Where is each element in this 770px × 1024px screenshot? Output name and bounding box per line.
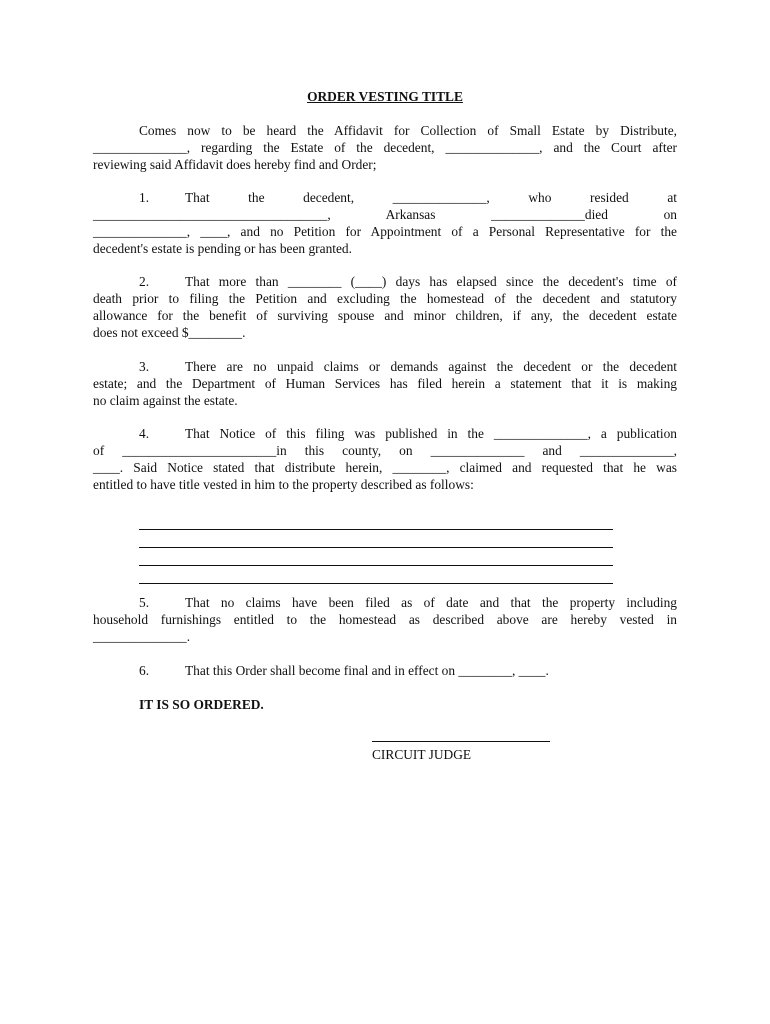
paragraph-number: 1. bbox=[139, 190, 150, 205]
paragraph-number: 6. bbox=[139, 663, 150, 678]
property-line bbox=[139, 530, 613, 548]
signature-line bbox=[372, 741, 550, 742]
paragraph-2-line-4: does not exceed $________. bbox=[93, 325, 246, 340]
paragraph-2-line-2: death prior to filing the Petition and excluding the homestead of the decedent and statutory bbox=[93, 291, 677, 306]
paragraph-2-line-3: allowance for the benefit of surviving spouse and minor children, if any, the decedent estate bbox=[93, 308, 677, 323]
paragraph-number: 3. bbox=[139, 359, 150, 374]
paragraph-4-line-2: of _______________________in this county, on ______________ and ______________, bbox=[93, 443, 677, 458]
property-line bbox=[139, 512, 613, 530]
paragraph-3-line-3: no claim against the estate. bbox=[93, 393, 238, 408]
paragraph-6 bbox=[93, 662, 677, 679]
paragraph-4 bbox=[93, 425, 677, 493]
intro-line-2: ______________, regarding the Estate of the decedent, ______________, and the Court after bbox=[93, 140, 677, 155]
paragraph-1 bbox=[93, 189, 677, 257]
so-ordered-statement: IT IS SO ORDERED. bbox=[139, 697, 264, 712]
paragraph-3 bbox=[93, 358, 677, 409]
paragraph-2-line-1: That more than ________ (____) days has elapsed since the decedent's time of bbox=[185, 274, 677, 289]
paragraph-6-line-1: That this Order shall become final and in effect on ________, ____. bbox=[185, 663, 549, 678]
paragraph-number: 2. bbox=[139, 274, 150, 289]
paragraph-1-line-2: ___________________________________, Arkansas ______________died on bbox=[93, 207, 677, 222]
paragraph-5-line-3: ______________. bbox=[93, 629, 191, 644]
paragraph-3-line-1: There are no unpaid claims or demands against the decedent or the decedent bbox=[185, 359, 677, 374]
property-line bbox=[139, 548, 613, 566]
paragraph-number: 5. bbox=[139, 595, 150, 610]
property-description-lines bbox=[139, 512, 613, 584]
paragraph-1-line-4: decedent's estate is pending or has been granted. bbox=[93, 241, 352, 256]
intro-line-1: Comes now to be heard the Affidavit for Collection of Small Estate by Distribute, bbox=[139, 123, 677, 138]
paragraph-2 bbox=[93, 273, 677, 341]
paragraph-5 bbox=[93, 594, 677, 645]
property-line bbox=[139, 566, 613, 584]
intro-line-3: reviewing said Affidavit does hereby find and Order; bbox=[93, 157, 377, 172]
signature-label: CIRCUIT JUDGE bbox=[372, 747, 472, 762]
paragraph-5-line-1: That no claims have been filed as of date and that the property including bbox=[185, 595, 677, 610]
paragraph-5-line-2: household furnishings entitled to the homestead as described above are hereby vested in bbox=[93, 612, 677, 627]
paragraph-4-line-4: entitled to have title vested in him to the property described as follows: bbox=[93, 477, 474, 492]
paragraph-1-line-3: ______________, ____, and no Petition for Appointment of a Personal Representative for the bbox=[93, 224, 677, 239]
paragraph-3-line-2: estate; and the Department of Human Services has filed herein a statement that it is making bbox=[93, 376, 677, 391]
document-title: ORDER VESTING TITLE bbox=[307, 89, 463, 104]
paragraph-4-line-3: ____. Said Notice stated that distribute herein, ________, claimed and requested that he was bbox=[93, 460, 677, 475]
paragraph-1-line-1: That the decedent, ______________, who resided at bbox=[185, 190, 677, 205]
paragraph-4-line-1: That Notice of this filing was published in the ______________, a publication bbox=[185, 426, 677, 441]
intro-paragraph bbox=[93, 122, 677, 173]
paragraph-number: 4. bbox=[139, 426, 150, 441]
